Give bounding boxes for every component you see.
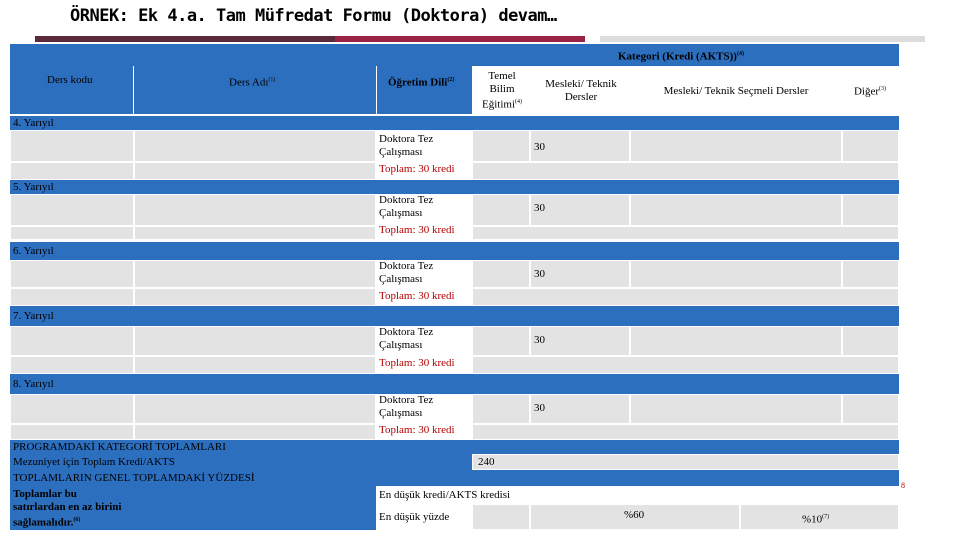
page-number: 8 <box>901 481 905 490</box>
table-cell[interactable] <box>134 194 376 226</box>
table-cell[interactable] <box>472 394 530 424</box>
semester-label: 7. Yarıyıl <box>13 310 54 322</box>
table-cell[interactable] <box>134 424 376 440</box>
table-cell[interactable] <box>530 260 630 288</box>
table-cell[interactable] <box>134 326 376 356</box>
percent-row <box>10 470 899 486</box>
table-cell[interactable] <box>134 394 376 424</box>
table-cell[interactable] <box>472 162 899 180</box>
table-cell[interactable] <box>10 260 134 288</box>
semester-band <box>10 116 899 130</box>
semester-total: Toplam: 30 kredi <box>379 224 455 236</box>
table-cell[interactable] <box>472 226 899 240</box>
semester-band <box>10 306 899 326</box>
semester-label: 8. Yarıyıl <box>13 378 54 390</box>
graduation-total-label: Mezuniyet için Toplam Kredi/AKTS <box>13 456 175 468</box>
table-cell[interactable] <box>842 194 899 226</box>
credit-value: 30 <box>534 268 545 280</box>
title-underline-dark <box>35 36 335 42</box>
course-name: Doktora Tez Çalışması <box>379 133 434 158</box>
credit-value: 30 <box>534 334 545 346</box>
course-name: Doktora Tez Çalışması <box>379 194 434 219</box>
table-cell[interactable] <box>10 424 134 440</box>
course-name: Doktora Tez Çalışması <box>379 394 434 419</box>
header-divider-2 <box>376 66 377 116</box>
credit-value: 30 <box>534 402 545 414</box>
table-cell[interactable] <box>472 260 530 288</box>
semester-label: 6. Yarıyıl <box>13 245 54 257</box>
other-percent-value: %10$^{(7)}$ <box>802 513 830 526</box>
semester-total: Toplam: 30 kredi <box>379 357 455 369</box>
graduation-total-cell[interactable] <box>472 454 899 470</box>
min-percent-label: En düşük yüzde <box>379 511 450 523</box>
table-cell[interactable] <box>630 194 842 226</box>
table-cell[interactable] <box>10 130 134 162</box>
table-cell[interactable] <box>472 194 530 226</box>
table-cell[interactable] <box>472 356 899 374</box>
table-cell[interactable] <box>10 326 134 356</box>
semester-label: 5. Yarıyıl <box>13 181 54 193</box>
table-cell[interactable] <box>10 394 134 424</box>
header-diger: Diğer$^{(3)}$ <box>842 68 898 114</box>
table-cell[interactable] <box>630 260 842 288</box>
table-cell[interactable] <box>530 394 630 424</box>
table-cell[interactable] <box>472 504 530 530</box>
semester-total: Toplam: 30 kredi <box>379 163 455 175</box>
semester-band <box>10 180 899 194</box>
title-underline-grey <box>600 36 925 42</box>
table-cell[interactable] <box>530 326 630 356</box>
percent-label: TOPLAMLARIN GENEL TOPLAMDAKİ YÜZDESİ <box>13 472 255 484</box>
table-cell[interactable] <box>842 394 899 424</box>
note-spacer <box>134 486 376 530</box>
table-cell[interactable] <box>630 130 842 162</box>
table-cell[interactable] <box>10 288 134 306</box>
table-cell[interactable] <box>134 226 376 240</box>
semester-label: 4. Yarıyıl <box>13 117 54 129</box>
table-cell[interactable] <box>530 130 630 162</box>
credit-value: 30 <box>534 141 545 153</box>
semester-total: Toplam: 30 kredi <box>379 424 455 436</box>
table-cell[interactable] <box>842 260 899 288</box>
program-totals-row <box>10 440 899 454</box>
min-percent-value: %60 <box>624 509 645 521</box>
table-cell[interactable] <box>630 326 842 356</box>
graduation-total-value: 240 <box>478 456 495 468</box>
title-underline-red <box>335 36 585 42</box>
header-temel-bilim: Temel Bilim Eğitimi$^{(4)}$ <box>474 68 530 114</box>
course-name: Doktora Tez Çalışması <box>379 326 434 351</box>
page-title: ÖRNEK: Ek 4.a. Tam Müfredat Formu (Doktora) devam… <box>70 6 557 26</box>
semester-total: Toplam: 30 kredi <box>379 290 455 302</box>
table-cell[interactable] <box>134 288 376 306</box>
table-cell[interactable] <box>10 162 134 180</box>
credit-value: 30 <box>534 202 545 214</box>
header-ders-kodu: Ders kodu <box>47 74 93 86</box>
table-cell[interactable] <box>530 194 630 226</box>
header-divider-1 <box>133 66 134 116</box>
header-mesleki-secmeli: Mesleki/ Teknik Seçmeli Dersler <box>632 68 840 114</box>
table-cell[interactable] <box>842 326 899 356</box>
table-cell[interactable] <box>10 226 134 240</box>
header-mesleki-teknik: Mesleki/ Teknik Dersler <box>532 68 630 114</box>
semester-band <box>10 374 899 394</box>
table-cell[interactable] <box>472 130 530 162</box>
table-cell[interactable] <box>472 326 530 356</box>
table-cell[interactable] <box>134 130 376 162</box>
table-cell[interactable] <box>842 130 899 162</box>
table-cell[interactable] <box>10 356 134 374</box>
course-name: Doktora Tez Çalışması <box>379 260 434 285</box>
semester-band <box>10 242 899 260</box>
table-cell[interactable] <box>134 162 376 180</box>
min-credit-label: En düşük kredi/AKTS kredisi <box>379 489 511 501</box>
program-totals-label: PROGRAMDAKİ KATEGORİ TOPLAMLARI <box>13 441 226 453</box>
table-cell[interactable] <box>134 356 376 374</box>
category-header: Kategori (Kredi (AKTS))$^{(4)}$ <box>618 50 744 63</box>
table-cell[interactable] <box>134 260 376 288</box>
header-ders-adi: Ders Adı$^{(1)}$ <box>229 76 276 89</box>
table-cell[interactable] <box>630 394 842 424</box>
table-cell[interactable] <box>10 194 134 226</box>
table-cell[interactable] <box>472 288 899 306</box>
header-ogretim-dili: Öğretim Dili$^{(2)}$ <box>388 76 455 89</box>
note-text: Toplamlar bu satırlardan en az birini sağlamalıdır.$^{(6)}$ <box>13 488 122 529</box>
table-cell[interactable] <box>472 424 899 440</box>
